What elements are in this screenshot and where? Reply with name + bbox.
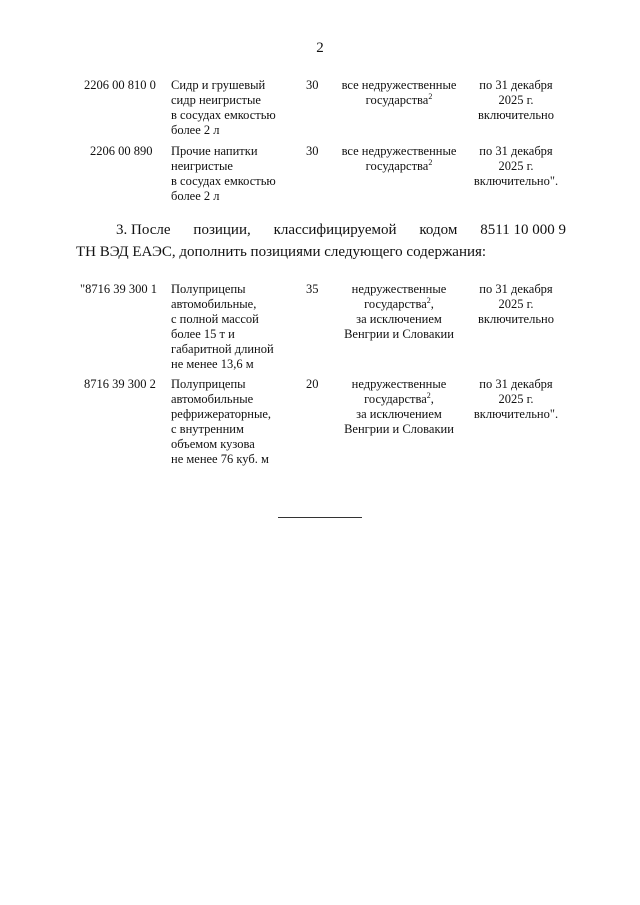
desc-line: более 2 л — [171, 189, 220, 203]
country-line: недружественные — [351, 377, 447, 391]
desc-line: с полной массой — [171, 312, 259, 326]
desc-line: Сидр и грушевый — [171, 78, 266, 92]
desc-line: не менее 76 куб. м — [171, 452, 269, 466]
country-text: государства — [364, 297, 427, 311]
end-divider — [278, 517, 362, 518]
country-line: все недружественные — [341, 144, 457, 158]
country-line: Венгрии и Словакии — [344, 422, 454, 436]
desc-line: не менее 13,6 м — [171, 357, 254, 371]
country-line: Венгрии и Словакии — [344, 327, 454, 341]
paragraph-word: 3. После — [116, 222, 171, 238]
desc-line: габаритной длиной — [171, 342, 274, 356]
paragraph-word: позиции, — [193, 222, 251, 238]
term-line: 2025 г. — [498, 297, 534, 311]
country-line — [332, 93, 466, 108]
country-line: за исключением — [356, 312, 442, 326]
term-line: по 31 декабря — [479, 144, 553, 158]
desc-line: объемом кузова — [171, 437, 255, 451]
desc-line: Полуприцепы — [171, 282, 246, 296]
paragraph-word: классифицируемой — [273, 222, 397, 238]
tariff-code: 2206 00 810 0 — [84, 78, 156, 92]
tariff-code: "8716 39 300 1 — [80, 282, 157, 296]
term-line: по 31 декабря — [479, 377, 553, 391]
term-line: по 31 декабря — [479, 282, 553, 296]
desc-line: сидр неигристые — [171, 93, 261, 107]
footnote-mark: 2 — [428, 91, 433, 101]
desc-line: в сосудах емкостью — [171, 174, 276, 188]
desc-line: в сосудах емкостью — [171, 108, 276, 122]
term-line: по 31 декабря — [479, 78, 553, 92]
country-text: , — [430, 297, 434, 311]
paragraph-line: ТН ВЭД ЕАЭС, дополнить позициями следующего содержания: — [76, 244, 487, 260]
amendment-paragraph — [76, 219, 566, 263]
country-line: за исключением — [356, 407, 442, 421]
goods-description — [171, 78, 301, 138]
paragraph-line — [76, 219, 566, 241]
desc-line: автомобильные — [171, 392, 254, 406]
country-text: государства — [365, 93, 429, 107]
desc-line: автомобильные, — [171, 297, 257, 311]
page-number: 2 — [316, 40, 324, 56]
term-line: 2025 г. — [498, 392, 534, 406]
desc-line: рефрижераторные, — [171, 407, 272, 421]
term-line: включительно". — [473, 174, 559, 188]
goods-description — [171, 377, 301, 467]
desc-line: с внутренним — [171, 422, 244, 436]
country-line: недружественные — [351, 282, 447, 296]
desc-line: более 15 т и — [171, 327, 235, 341]
tariff-code: 2206 00 890 — [90, 144, 153, 158]
country-scope — [332, 282, 466, 342]
footnote-mark: 2 — [426, 390, 431, 400]
desc-line: Прочие напитки — [171, 144, 258, 158]
term-line: включительно — [478, 108, 554, 122]
desc-line: Полуприцепы — [171, 377, 246, 391]
term-line: включительно — [478, 312, 554, 326]
goods-description — [171, 144, 301, 204]
desc-line: более 2 л — [171, 123, 220, 137]
country-scope — [332, 377, 466, 437]
term-line: 2025 г. — [498, 93, 534, 107]
validity-term — [466, 144, 566, 189]
country-text: государства — [364, 392, 427, 406]
desc-line: неигристые — [171, 159, 233, 173]
paragraph-word: 8511 10 000 9 — [480, 222, 566, 238]
validity-term — [466, 78, 566, 123]
duty-rate: 35 — [306, 282, 319, 296]
duty-rate: 30 — [306, 78, 319, 92]
country-scope — [332, 144, 466, 174]
paragraph-word: кодом — [419, 222, 458, 238]
country-line — [332, 392, 466, 407]
country-text: государства — [365, 159, 429, 173]
duty-rate: 20 — [306, 377, 319, 391]
country-line: все недружественные — [341, 78, 457, 92]
footnote-mark: 2 — [426, 295, 431, 305]
country-line — [332, 159, 466, 174]
validity-term — [466, 282, 566, 327]
tariff-code: 8716 39 300 2 — [84, 377, 156, 391]
footnote-mark: 2 — [428, 157, 433, 167]
country-line — [332, 297, 466, 312]
term-line: 2025 г. — [498, 159, 534, 173]
country-text: , — [430, 392, 434, 406]
goods-description — [171, 282, 301, 372]
validity-term — [466, 377, 566, 422]
duty-rate: 30 — [306, 144, 319, 158]
country-scope — [332, 78, 466, 108]
term-line: включительно". — [473, 407, 559, 421]
